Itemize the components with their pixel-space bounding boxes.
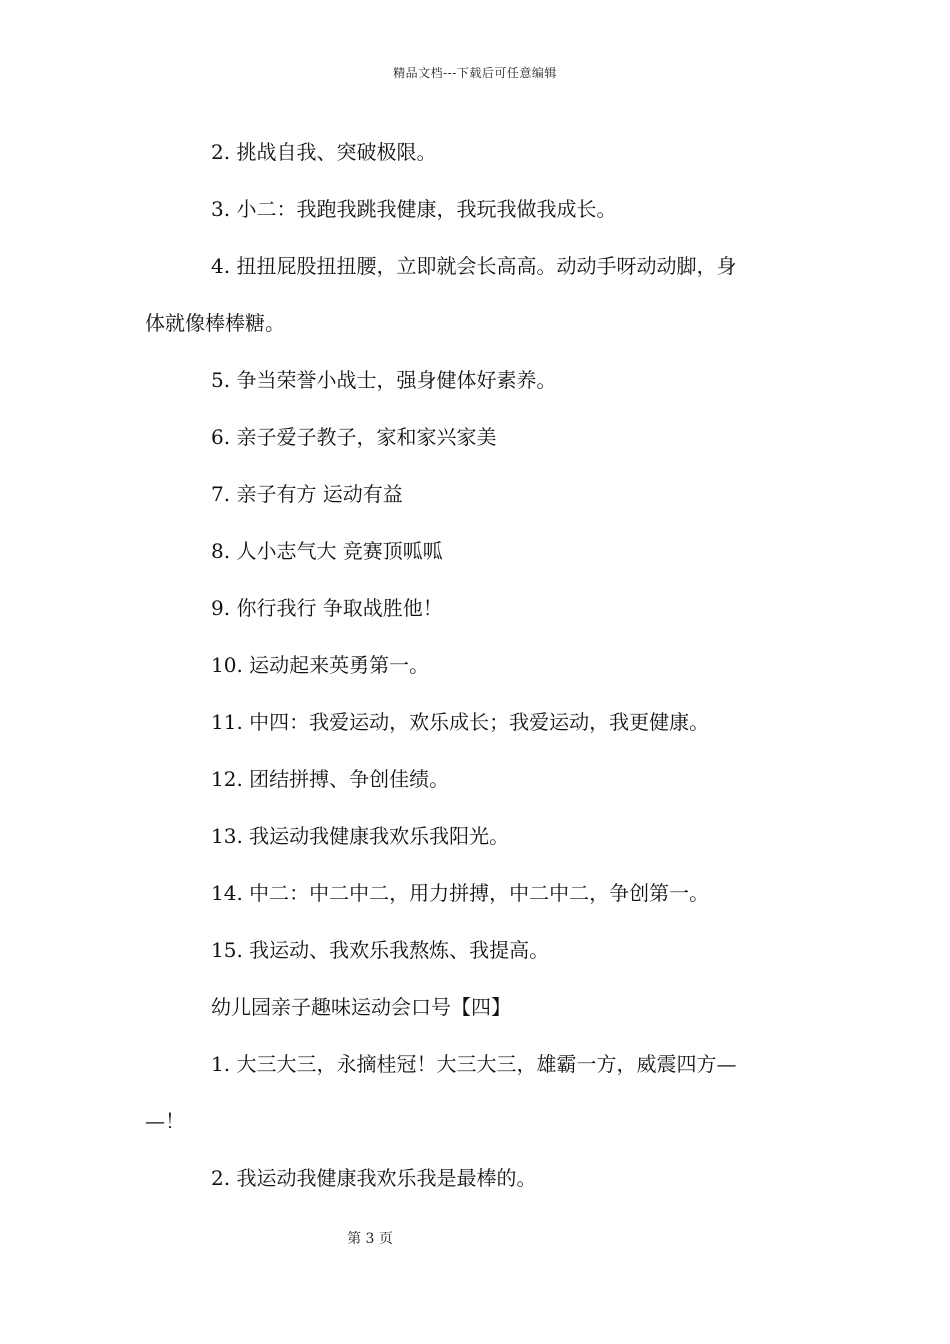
- text-line: 2. 我运动我健康我欢乐我是最棒的。: [211, 1166, 537, 1190]
- text-line: 1. 大三大三，永摘桂冠！大三大三，雄霸一方，威震四方—: [211, 1052, 737, 1076]
- text-line: 2. 挑战自我、突破极限。: [211, 140, 437, 164]
- text-line: 7. 亲子有方 运动有益: [211, 482, 403, 506]
- text-line: 11. 中四：我爱运动，欢乐成长；我爱运动，我更健康。: [211, 710, 710, 734]
- text-line: 8. 人小志气大 竞赛顶呱呱: [211, 539, 443, 563]
- text-line: —！: [145, 1109, 185, 1133]
- text-line: 6. 亲子爱子教子，家和家兴家美: [211, 425, 497, 449]
- text-line: 12. 团结拼搏、争创佳绩。: [211, 767, 450, 791]
- text-line: 15. 我运动、我欢乐我熬炼、我提高。: [211, 938, 550, 962]
- text-line: 9. 你行我行 争取战胜他！: [211, 596, 443, 620]
- text-line: 体就像棒棒糖。: [145, 311, 285, 335]
- text-line: 3. 小二：我跑我跳我健康，我玩我做我成长。: [211, 197, 617, 221]
- text-line: 4. 扭扭屁股扭扭腰，立即就会长高高。动动手呀动动脚，身: [211, 254, 737, 278]
- page-header: 精品文档---下载后可任意编辑: [393, 66, 557, 80]
- page-number: 第 3 页: [347, 1231, 393, 1247]
- text-line: 5. 争当荣誉小战士，强身健体好素养。: [211, 368, 557, 392]
- text-line: 10. 运动起来英勇第一。: [211, 653, 430, 677]
- section-heading: 幼儿园亲子趣味运动会口号【四】: [211, 995, 511, 1019]
- text-line: 13. 我运动我健康我欢乐我阳光。: [211, 824, 510, 848]
- text-line: 14. 中二：中二中二，用力拼搏，中二中二，争创第一。: [211, 881, 710, 905]
